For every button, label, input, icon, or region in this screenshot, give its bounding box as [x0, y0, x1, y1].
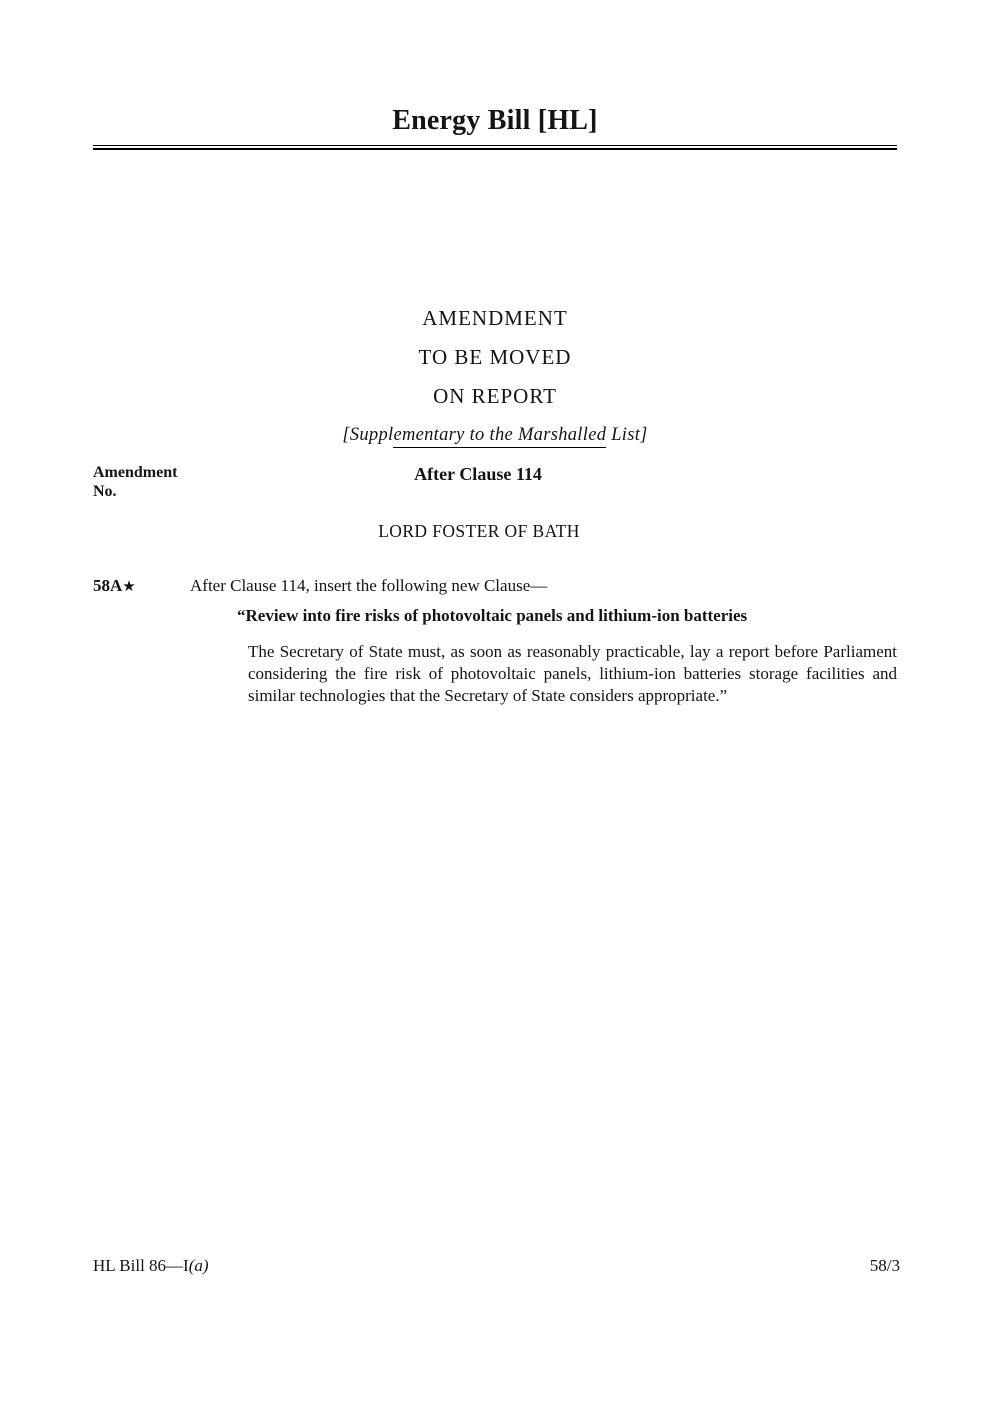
mover-name: LORD FOSTER OF BATH: [378, 521, 580, 541]
marshalled-note-underlined: ementary to the Marshalled: [393, 425, 606, 448]
bill-title: Energy Bill [HL]: [392, 105, 598, 136]
footer-page-reference: 58/3: [869, 1256, 900, 1275]
amendment-58a: [93, 576, 897, 706]
footer-bill-ref-text: HL Bill 86—I: [93, 1256, 189, 1275]
amendment-heading-row: [93, 463, 897, 500]
notice-line-amendment: AMENDMENT: [422, 306, 568, 330]
notice-block: [93, 306, 897, 447]
new-clause-title: “Review into fire risks of photovoltaic panels and lithium-ion batteries: [237, 606, 748, 625]
amendment-instruction-line: [93, 576, 897, 597]
footer-bill-reference: [93, 1256, 209, 1276]
footer-bill-ref-suffix: (a): [188, 1256, 209, 1275]
new-clause-body: The Secretary of State must, as soon as reasonably practicable, lay a report before Parliament considering the fire risk of photovoltaic panels, lithium-ion batteries storage facilities and similar technologies that the Secretary of State considers appropriate.”: [248, 642, 897, 705]
title-double-rule: [93, 145, 897, 150]
amendment-no-label-line2: No.: [93, 483, 117, 500]
place-heading-after-clause-114: After Clause 114: [414, 464, 542, 484]
marshalled-note-post: List]: [606, 425, 648, 445]
amendment-number-text: 58A: [93, 576, 123, 595]
notice-line-to-be-moved: TO BE MOVED: [418, 345, 572, 369]
amendment-instruction-text: After Clause 114, insert the following new Clause—: [190, 576, 548, 595]
notice-line-on-report: ON REPORT: [433, 384, 557, 408]
page-footer: [93, 1256, 900, 1276]
marshalled-note-pre: [Suppl: [342, 425, 394, 445]
marshalled-list-note: [93, 423, 897, 447]
new-amendment-star-icon: ★: [122, 579, 136, 595]
amendment-no-label-line1: Amendment: [93, 464, 178, 481]
amendment-number: [93, 576, 190, 597]
